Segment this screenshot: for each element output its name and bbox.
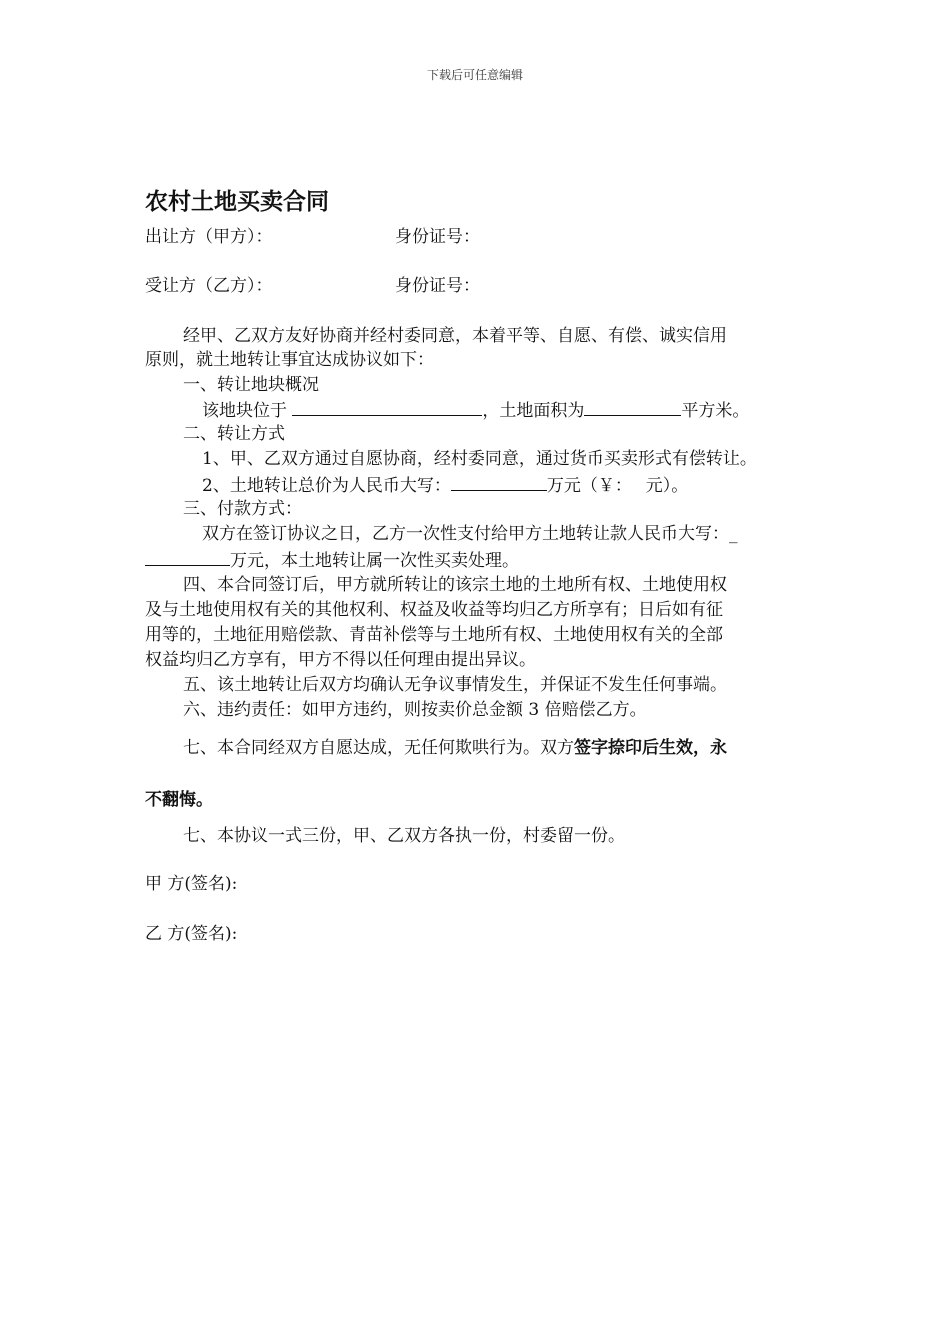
section-2-title: 二、转让方式 xyxy=(183,424,285,444)
section-6: 六、违约责任：如甲方违约，则按卖价总金额 3 倍赔偿乙方。 xyxy=(183,700,647,720)
section-7a-bold: 签字捺印后生效，永 xyxy=(574,738,727,758)
section-3-line-1: 双方在签订协议之日，乙方一次性支付给甲方土地转让款人民币大写：_ xyxy=(202,524,738,544)
section-4-line-4: 权益均归乙方享有，甲方不得以任何理由提出异议。 xyxy=(145,650,536,670)
area-unit: 平方米。 xyxy=(681,401,750,421)
area-blank xyxy=(584,397,681,416)
section-1-title: 一、转让地块概况 xyxy=(183,375,319,395)
party-a-label: 出让方（甲方）： xyxy=(145,227,273,247)
section-7a-line-1 xyxy=(183,736,727,760)
total-price-blank xyxy=(451,472,547,491)
section-7a-text: 七、本合同经双方自愿达成，无任何欺哄行为。双方 xyxy=(183,738,574,758)
intro-line-1: 经甲、乙双方友好协商并经村委同意，本着平等、自愿、有偿、诚实信用 xyxy=(183,326,727,346)
document-title: 农村土地买卖合同 xyxy=(145,189,329,215)
signature-party-a: 甲 方(签名): xyxy=(145,874,238,894)
section-4-line-3: 用等的，土地征用赔偿款、青苗补偿等与土地所有权、土地使用权有关的全部 xyxy=(145,625,723,645)
party-a-id-label: 身份证号： xyxy=(395,227,480,247)
section-4-line-1: 四、本合同签订后，甲方就所转让的该宗土地的土地所有权、土地使用权 xyxy=(183,575,727,595)
intro-line-2: 原则，就土地转让事宜达成协议如下： xyxy=(145,350,434,370)
total-price-unit: 万元（￥： 元）。 xyxy=(546,476,689,496)
section-7a-line-2: 不翻悔。 xyxy=(145,790,213,810)
payment-text: 万元，本土地转让属一次性买卖处理。 xyxy=(230,551,519,571)
party-a-row xyxy=(145,225,480,249)
page-header: 下载后可任意编辑 xyxy=(426,68,523,82)
party-b-label: 受让方（乙方）： xyxy=(145,276,273,296)
section-2-item-2 xyxy=(202,472,688,498)
party-b-row xyxy=(145,274,480,298)
payment-blank xyxy=(145,547,230,566)
section-3-title: 三、付款方式： xyxy=(183,499,302,519)
location-blank xyxy=(292,397,482,416)
total-price-label: 2、土地转让总价为人民币大写： xyxy=(202,476,451,496)
section-5: 五、该土地转让后双方均确认无争议事情发生，并保证不发生任何事端。 xyxy=(183,675,727,695)
area-label: ，土地面积为 xyxy=(482,401,585,421)
signature-party-b: 乙 方(签名): xyxy=(145,924,238,944)
section-2-item-1: 1、甲、乙双方通过自愿协商，经村委同意，通过货币买卖形式有偿转让。 xyxy=(202,449,757,469)
section-1-text xyxy=(202,397,749,423)
party-b-id-label: 身份证号： xyxy=(395,276,480,296)
section-3-line-2 xyxy=(145,547,519,573)
section-7b: 七、本协议一式三份，甲、乙双方各执一份，村委留一份。 xyxy=(183,826,625,846)
section-4-line-2: 及与土地使用权有关的其他权利、权益及收益等均归乙方所享有；日后如有征 xyxy=(145,600,723,620)
location-label: 该地块位于 xyxy=(202,401,293,421)
